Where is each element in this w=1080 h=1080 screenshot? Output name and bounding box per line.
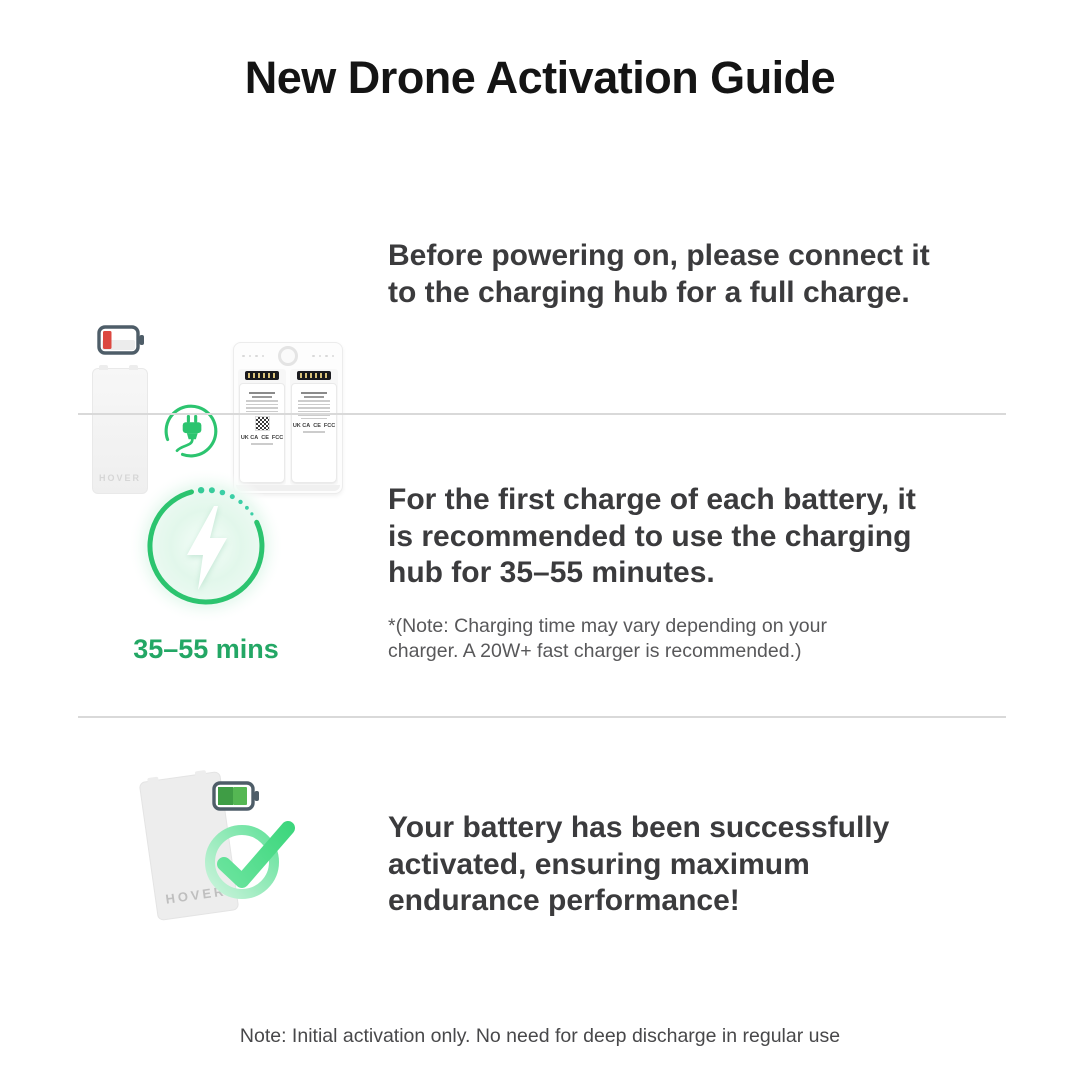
section-first-charge: [0, 460, 1080, 680]
section-divider: [78, 716, 1006, 718]
hub-led-indicators: [312, 355, 334, 358]
power-plug-icon: [162, 402, 220, 460]
battery-contacts: [245, 371, 279, 380]
battery-contacts: [297, 371, 331, 380]
section-first-charge-text: For the first charge of each battery, it is recommended to use the charging hub for 35–55 minutes.: [388, 483, 916, 590]
hub-power-button: [278, 346, 298, 366]
battery-brand-label: HOVER: [164, 883, 228, 907]
page-title: New Drone Activation Guide: [244, 52, 836, 103]
battery-tab: [147, 777, 159, 783]
low-battery-icon: [96, 323, 146, 357]
charge-duration-label: 35–55 mins: [133, 634, 279, 664]
footer-note: Note: Initial activation only. No need for deep discharge in regular use: [239, 1025, 841, 1047]
section-divider: [78, 413, 1006, 415]
hub-top-panel: [234, 343, 342, 369]
charger-note-text: *(Note: Charging time may vary depending on your charger. A 20W+ fast charger is recommended.): [388, 615, 827, 662]
qr-code: [255, 416, 270, 431]
section-activation-complete: [0, 760, 1080, 960]
lightning-bolt-icon: [128, 468, 284, 624]
section-activated-text: Your battery has been successfully activated, ensuring maximum endurance performance!: [388, 811, 890, 918]
hub-led-indicators: [242, 355, 264, 358]
section-connect-to-hub: [0, 150, 1080, 483]
battery-tab: [129, 365, 138, 370]
full-battery-icon: [211, 779, 261, 813]
check-circle-icon: [200, 812, 296, 902]
battery-brand-label: HOVER: [98, 473, 141, 483]
battery-tab: [99, 365, 108, 370]
certification-marks: UK CA CE FCC: [240, 435, 284, 441]
battery-tab: [195, 770, 207, 776]
certification-marks: UK CA CE FCC: [292, 423, 336, 429]
section-connect-text: Before powering on, please connect it to the charging hub for a full charge.: [388, 239, 930, 309]
